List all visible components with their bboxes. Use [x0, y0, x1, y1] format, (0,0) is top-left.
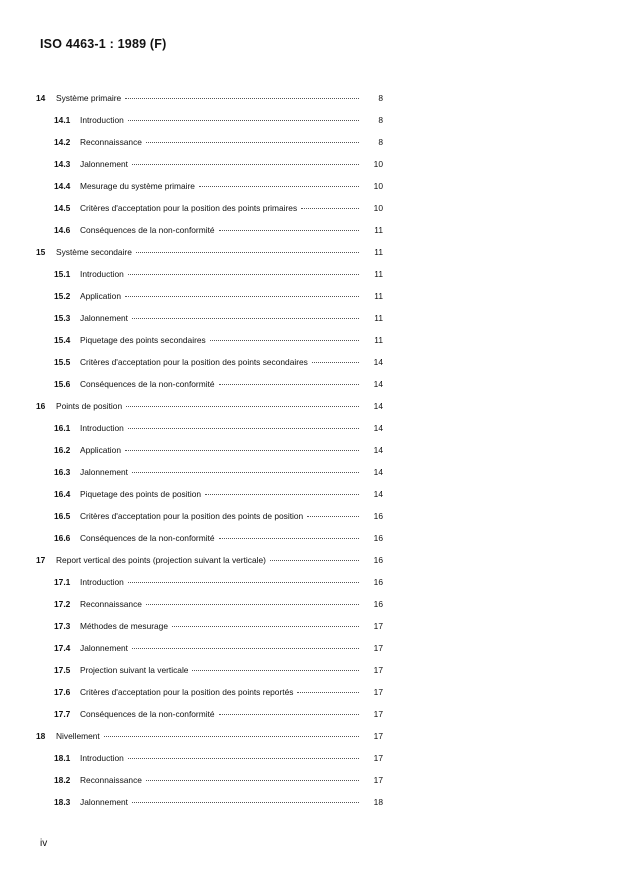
toc-section[interactable]: [36, 399, 383, 413]
toc-title: Jalonnement: [80, 159, 128, 169]
toc-title: Jalonnement: [80, 313, 128, 323]
toc-number: 17.5: [54, 665, 71, 675]
toc-title: Application: [80, 291, 121, 301]
dot-leader: [125, 295, 359, 297]
toc-title: Critères d'acceptation pour la position des points reportés: [80, 687, 294, 697]
dot-leader: [128, 757, 359, 759]
dot-leader: [210, 339, 359, 341]
dot-leader: [126, 405, 359, 407]
toc-page-number: 17: [373, 731, 383, 741]
toc-subsection[interactable]: [54, 377, 383, 391]
dot-leader: [128, 581, 359, 583]
toc-page-number: 16: [373, 533, 383, 543]
toc-page-number: 10: [373, 181, 383, 191]
toc-number: 17.4: [54, 643, 71, 653]
toc-subsection[interactable]: [54, 311, 383, 325]
toc-title: Introduction: [80, 577, 124, 587]
toc-subsection[interactable]: [54, 267, 383, 281]
toc-subsection[interactable]: [54, 355, 383, 369]
toc-title: Introduction: [80, 753, 124, 763]
toc-number: 18.3: [54, 797, 71, 807]
toc-page-number: 14: [373, 489, 383, 499]
toc-title: Piquetage des points secondaires: [80, 335, 206, 345]
toc-number: 17.1: [54, 577, 71, 587]
dot-leader: [219, 229, 359, 231]
dot-leader: [132, 801, 359, 803]
toc-subsection[interactable]: [54, 421, 383, 435]
toc-page-number: 10: [373, 159, 383, 169]
toc-page-number: 14: [373, 423, 383, 433]
toc-subsection[interactable]: [54, 113, 383, 127]
toc-number: 16.5: [54, 511, 71, 521]
toc-page-number: 16: [373, 577, 383, 587]
page-number: iv: [40, 838, 48, 849]
dot-leader: [307, 515, 359, 517]
toc-title: Conséquences de la non-conformité: [80, 533, 215, 543]
toc-title: Critères d'acceptation pour la position des points primaires: [80, 203, 298, 213]
toc-page-number: 16: [373, 555, 383, 565]
toc-title: Méthodes de mesurage: [80, 621, 168, 631]
dot-leader: [128, 119, 359, 121]
toc-title: Système secondaire: [56, 247, 132, 257]
toc-number: 17.3: [54, 621, 71, 631]
toc-subsection[interactable]: [54, 157, 383, 171]
toc-number: 18.2: [54, 775, 71, 785]
toc-subsection[interactable]: [54, 487, 383, 501]
toc-number: 14.1: [54, 115, 71, 125]
toc-number: 14.2: [54, 137, 71, 147]
toc-number: 15.5: [54, 357, 71, 367]
toc-title: Reconnaissance: [80, 775, 142, 785]
toc-page-number: 17: [373, 709, 383, 719]
toc-title: Introduction: [80, 269, 124, 279]
toc-page-number: 17: [373, 687, 383, 697]
toc-number: 17.2: [54, 599, 71, 609]
toc-title: Report vertical des points (projection suivant la verticale): [56, 555, 266, 565]
toc-page-number: 8: [378, 93, 383, 103]
toc-section[interactable]: [36, 553, 383, 567]
toc-subsection[interactable]: [54, 289, 383, 303]
toc-title: Critères d'acceptation pour la position des points de position: [80, 511, 304, 521]
toc-title: Reconnaissance: [80, 599, 142, 609]
toc-page-number: 14: [373, 379, 383, 389]
toc-page-number: 14: [373, 445, 383, 455]
toc-page-number: 17: [373, 621, 383, 631]
toc-number: 16.4: [54, 489, 71, 499]
toc-section[interactable]: [36, 729, 383, 743]
toc-subsection[interactable]: [54, 201, 383, 215]
toc-title: Piquetage des points de position: [80, 489, 202, 499]
dot-leader: [132, 647, 359, 649]
toc-page-number: 17: [373, 775, 383, 785]
dot-leader: [132, 471, 359, 473]
toc-number: 14.6: [54, 225, 71, 235]
toc-title: Conséquences de la non-conformité: [80, 709, 215, 719]
toc-number: 17.6: [54, 687, 71, 697]
toc-subsection[interactable]: [54, 531, 383, 545]
dot-leader: [219, 537, 359, 539]
toc-subsection[interactable]: [54, 619, 383, 633]
toc-number: 17.7: [54, 709, 71, 719]
toc-subsection[interactable]: [54, 223, 383, 237]
toc-number: 16.1: [54, 423, 71, 433]
toc-page-number: 11: [374, 225, 383, 235]
toc-number: 15: [36, 247, 46, 257]
toc-subsection[interactable]: [54, 575, 383, 589]
dot-leader: [132, 317, 359, 319]
toc-number: 16: [36, 401, 46, 411]
toc-title: Mesurage du système primaire: [80, 181, 195, 191]
toc-title: Jalonnement: [80, 643, 128, 653]
toc-page-number: 11: [374, 313, 383, 323]
toc-subsection[interactable]: [54, 509, 383, 523]
toc-subsection[interactable]: [54, 795, 383, 809]
toc-subsection[interactable]: [54, 333, 383, 347]
toc-subsection[interactable]: [54, 663, 383, 677]
toc-number: 15.3: [54, 313, 71, 323]
toc-subsection[interactable]: [54, 773, 383, 787]
dot-leader: [104, 735, 359, 737]
toc-title: Reconnaissance: [80, 137, 142, 147]
dot-leader: [172, 625, 359, 627]
toc-number: 18: [36, 731, 46, 741]
toc-number: 16.6: [54, 533, 71, 543]
toc-page-number: 16: [373, 599, 383, 609]
toc-page-number: 17: [373, 753, 383, 763]
toc-title: Nivellement: [56, 731, 100, 741]
dot-leader: [270, 559, 359, 561]
dot-leader: [301, 207, 359, 209]
toc-section[interactable]: [36, 91, 383, 105]
toc-number: 14.3: [54, 159, 71, 169]
toc-page-number: 14: [373, 401, 383, 411]
toc-title: Critères d'acceptation pour la position des points secondaires: [80, 357, 308, 367]
dot-leader: [125, 97, 359, 99]
toc-page-number: 11: [374, 335, 383, 345]
toc-number: 15.4: [54, 335, 71, 345]
toc-number: 16.2: [54, 445, 71, 455]
toc-number: 14: [36, 93, 46, 103]
toc-page-number: 11: [374, 291, 383, 301]
toc-page-number: 10: [373, 203, 383, 213]
toc-section[interactable]: [36, 245, 383, 259]
toc-subsection[interactable]: [54, 443, 383, 457]
toc-page-number: 14: [373, 357, 383, 367]
toc-number: 17: [36, 555, 46, 565]
toc-page-number: 8: [378, 115, 383, 125]
toc-title: Jalonnement: [80, 467, 128, 477]
toc-page-number: 8: [378, 137, 383, 147]
document-header: ISO 4463-1 : 1989 (F): [40, 37, 167, 51]
toc-page-number: 11: [374, 247, 383, 257]
dot-leader: [146, 141, 359, 143]
toc-title: Projection suivant la verticale: [80, 665, 189, 675]
dot-leader: [219, 713, 359, 715]
dot-leader: [128, 273, 359, 275]
toc-page-number: 17: [373, 643, 383, 653]
toc-subsection[interactable]: [54, 597, 383, 611]
dot-leader: [136, 251, 359, 253]
toc-subsection[interactable]: [54, 135, 383, 149]
dot-leader: [312, 361, 359, 363]
toc-title: Conséquences de la non-conformité: [80, 379, 215, 389]
toc-number: 18.1: [54, 753, 71, 763]
toc-title: Système primaire: [56, 93, 122, 103]
toc-title: Points de position: [56, 401, 123, 411]
toc-title: Jalonnement: [80, 797, 128, 807]
toc-title: Introduction: [80, 115, 124, 125]
toc-title: Conséquences de la non-conformité: [80, 225, 215, 235]
toc-subsection[interactable]: [54, 685, 383, 699]
toc-number: 14.4: [54, 181, 71, 191]
toc-number: 15.2: [54, 291, 71, 301]
toc-page-number: 17: [373, 665, 383, 675]
toc-subsection[interactable]: [54, 751, 383, 765]
toc-page-number: 18: [373, 797, 383, 807]
dot-leader: [205, 493, 359, 495]
dot-leader: [128, 427, 359, 429]
dot-leader: [219, 383, 359, 385]
dot-leader: [146, 603, 359, 605]
dot-leader: [132, 163, 359, 165]
toc-number: 16.3: [54, 467, 71, 477]
dot-leader: [199, 185, 359, 187]
toc-number: 14.5: [54, 203, 71, 213]
toc-number: 15.6: [54, 379, 71, 389]
toc-subsection[interactable]: [54, 465, 383, 479]
dot-leader: [125, 449, 359, 451]
dot-leader: [297, 691, 359, 693]
toc-subsection[interactable]: [54, 179, 383, 193]
toc-subsection[interactable]: [54, 641, 383, 655]
toc-page-number: 11: [374, 269, 383, 279]
dot-leader: [192, 669, 359, 671]
toc-title: Introduction: [80, 423, 124, 433]
dot-leader: [146, 779, 359, 781]
toc-title: Application: [80, 445, 121, 455]
toc-subsection[interactable]: [54, 707, 383, 721]
toc-number: 15.1: [54, 269, 71, 279]
toc-page-number: 16: [373, 511, 383, 521]
toc-page-number: 14: [373, 467, 383, 477]
